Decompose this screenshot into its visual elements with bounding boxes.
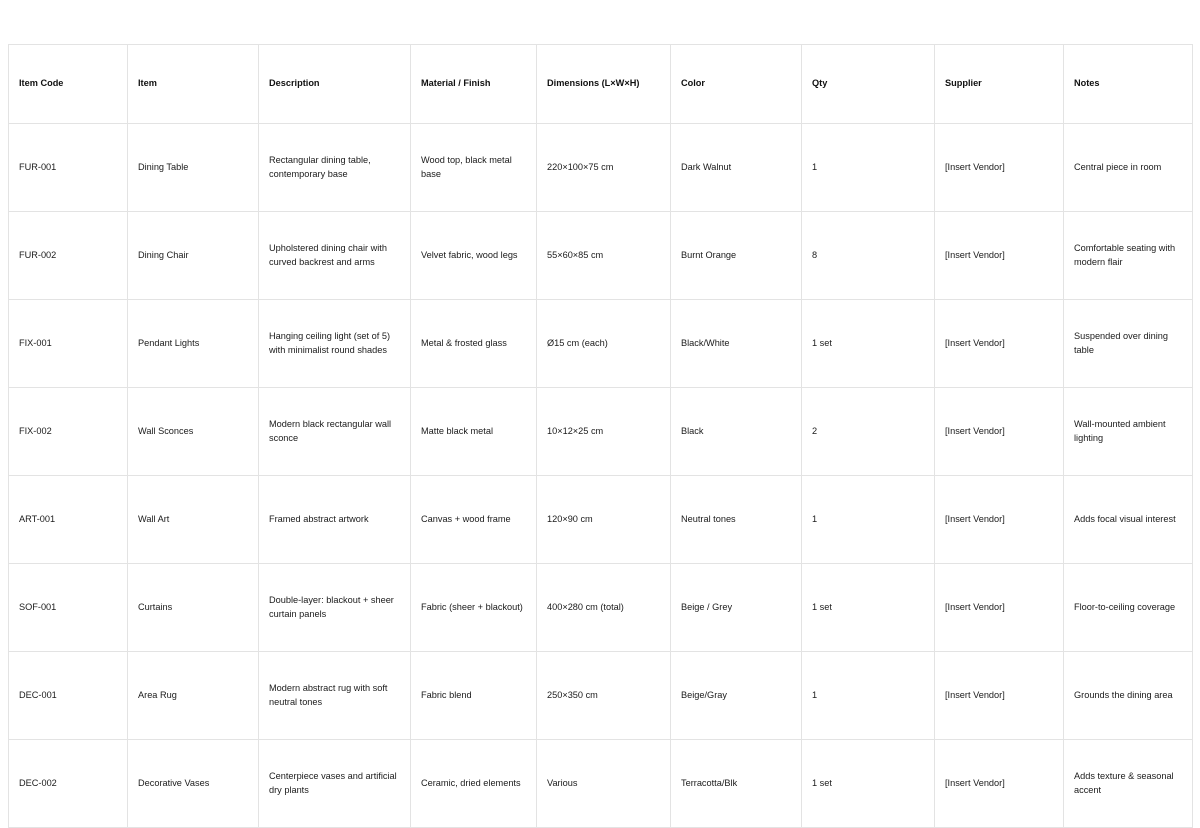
header-row bbox=[9, 45, 1193, 124]
cell-material: Matte black metal bbox=[411, 388, 537, 476]
column-header-color: Color bbox=[671, 45, 802, 124]
cell-description: Modern black rectangular wall sconce bbox=[259, 388, 411, 476]
cell-description: Framed abstract artwork bbox=[259, 476, 411, 564]
cell-supplier: [Insert Vendor] bbox=[935, 740, 1064, 828]
table-row bbox=[9, 652, 1193, 740]
cell-item: Dining Chair bbox=[128, 212, 259, 300]
cell-item-code: FUR-002 bbox=[9, 212, 128, 300]
cell-supplier: [Insert Vendor] bbox=[935, 212, 1064, 300]
table-body bbox=[9, 124, 1193, 828]
table-row bbox=[9, 564, 1193, 652]
furniture-spec-table bbox=[8, 44, 1193, 828]
cell-qty: 1 set bbox=[802, 300, 935, 388]
cell-color: Dark Walnut bbox=[671, 124, 802, 212]
table-row bbox=[9, 300, 1193, 388]
cell-dimensions: 10×12×25 cm bbox=[537, 388, 671, 476]
cell-notes: Adds texture & seasonal accent bbox=[1064, 740, 1193, 828]
cell-dimensions: Ø15 cm (each) bbox=[537, 300, 671, 388]
cell-dimensions: 220×100×75 cm bbox=[537, 124, 671, 212]
cell-item-code: DEC-001 bbox=[9, 652, 128, 740]
cell-item-code: FIX-001 bbox=[9, 300, 128, 388]
cell-notes: Suspended over dining table bbox=[1064, 300, 1193, 388]
cell-item: Curtains bbox=[128, 564, 259, 652]
cell-qty: 1 bbox=[802, 476, 935, 564]
cell-supplier: [Insert Vendor] bbox=[935, 300, 1064, 388]
table-header bbox=[9, 45, 1193, 124]
cell-supplier: [Insert Vendor] bbox=[935, 124, 1064, 212]
table-row bbox=[9, 212, 1193, 300]
column-header-item: Item bbox=[128, 45, 259, 124]
column-header-description: Description bbox=[259, 45, 411, 124]
cell-color: Burnt Orange bbox=[671, 212, 802, 300]
cell-item-code: SOF-001 bbox=[9, 564, 128, 652]
cell-item-code: FIX-002 bbox=[9, 388, 128, 476]
cell-description: Upholstered dining chair with curved backrest and arms bbox=[259, 212, 411, 300]
cell-color: Beige/Gray bbox=[671, 652, 802, 740]
cell-description: Rectangular dining table, contemporary base bbox=[259, 124, 411, 212]
column-header-dimensions: Dimensions (L×W×H) bbox=[537, 45, 671, 124]
cell-description: Modern abstract rug with soft neutral tones bbox=[259, 652, 411, 740]
cell-description: Double-layer: blackout + sheer curtain panels bbox=[259, 564, 411, 652]
cell-supplier: [Insert Vendor] bbox=[935, 476, 1064, 564]
cell-qty: 2 bbox=[802, 388, 935, 476]
cell-color: Beige / Grey bbox=[671, 564, 802, 652]
cell-qty: 1 set bbox=[802, 740, 935, 828]
cell-qty: 8 bbox=[802, 212, 935, 300]
cell-material: Wood top, black metal base bbox=[411, 124, 537, 212]
cell-color: Neutral tones bbox=[671, 476, 802, 564]
cell-item: Wall Art bbox=[128, 476, 259, 564]
cell-supplier: [Insert Vendor] bbox=[935, 388, 1064, 476]
table-row bbox=[9, 388, 1193, 476]
cell-notes: Wall-mounted ambient lighting bbox=[1064, 388, 1193, 476]
cell-item: Decorative Vases bbox=[128, 740, 259, 828]
cell-item: Pendant Lights bbox=[128, 300, 259, 388]
cell-qty: 1 bbox=[802, 652, 935, 740]
cell-dimensions: 120×90 cm bbox=[537, 476, 671, 564]
cell-dimensions: 250×350 cm bbox=[537, 652, 671, 740]
cell-item-code: FUR-001 bbox=[9, 124, 128, 212]
column-header-qty: Qty bbox=[802, 45, 935, 124]
cell-qty: 1 bbox=[802, 124, 935, 212]
cell-description: Hanging ceiling light (set of 5) with minimalist round shades bbox=[259, 300, 411, 388]
table-row bbox=[9, 124, 1193, 212]
cell-item-code: DEC-002 bbox=[9, 740, 128, 828]
cell-dimensions: Various bbox=[537, 740, 671, 828]
table-row bbox=[9, 476, 1193, 564]
cell-qty: 1 set bbox=[802, 564, 935, 652]
cell-color: Black/White bbox=[671, 300, 802, 388]
cell-item: Dining Table bbox=[128, 124, 259, 212]
cell-notes: Comfortable seating with modern flair bbox=[1064, 212, 1193, 300]
cell-color: Black bbox=[671, 388, 802, 476]
cell-material: Canvas + wood frame bbox=[411, 476, 537, 564]
cell-dimensions: 400×280 cm (total) bbox=[537, 564, 671, 652]
column-header-supplier: Supplier bbox=[935, 45, 1064, 124]
table-row bbox=[9, 740, 1193, 828]
cell-dimensions: 55×60×85 cm bbox=[537, 212, 671, 300]
column-header-item-code: Item Code bbox=[9, 45, 128, 124]
cell-material: Metal & frosted glass bbox=[411, 300, 537, 388]
cell-material: Fabric blend bbox=[411, 652, 537, 740]
cell-notes: Grounds the dining area bbox=[1064, 652, 1193, 740]
cell-supplier: [Insert Vendor] bbox=[935, 652, 1064, 740]
column-header-material: Material / Finish bbox=[411, 45, 537, 124]
column-header-notes: Notes bbox=[1064, 45, 1193, 124]
cell-supplier: [Insert Vendor] bbox=[935, 564, 1064, 652]
cell-notes: Floor-to-ceiling coverage bbox=[1064, 564, 1193, 652]
cell-item-code: ART-001 bbox=[9, 476, 128, 564]
cell-description: Centerpiece vases and artificial dry plants bbox=[259, 740, 411, 828]
cell-material: Velvet fabric, wood legs bbox=[411, 212, 537, 300]
cell-color: Terracotta/Blk bbox=[671, 740, 802, 828]
spec-table-container bbox=[8, 44, 1192, 828]
cell-notes: Adds focal visual interest bbox=[1064, 476, 1193, 564]
cell-item: Wall Sconces bbox=[128, 388, 259, 476]
cell-material: Fabric (sheer + blackout) bbox=[411, 564, 537, 652]
cell-item: Area Rug bbox=[128, 652, 259, 740]
cell-notes: Central piece in room bbox=[1064, 124, 1193, 212]
cell-material: Ceramic, dried elements bbox=[411, 740, 537, 828]
